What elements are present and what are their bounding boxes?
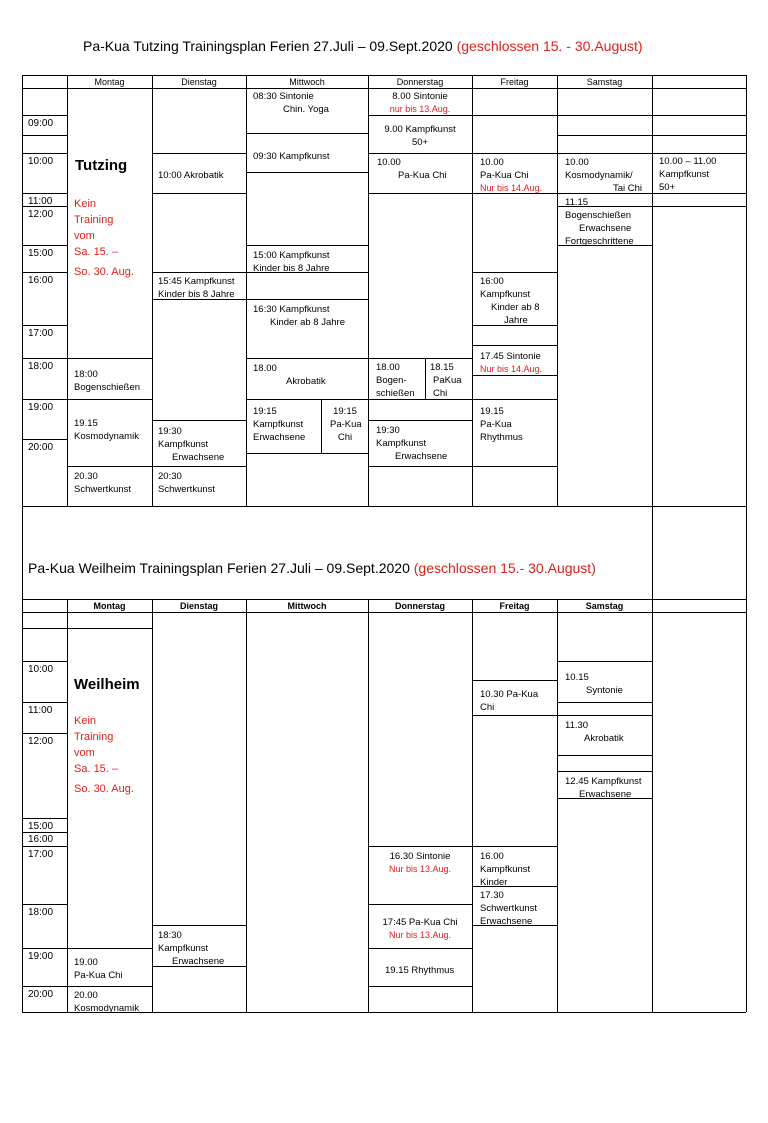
tutzing-entry: 19:30 Kampfkunst Erwachsene (376, 425, 448, 462)
tutzing-entry: 09:30 Kampfkunst (253, 151, 330, 162)
tutzing-entry: 15:00 Kampfkunst Kinder bis 8 Jahre (253, 250, 330, 274)
weilheim-header-freitag: Freitag (499, 601, 530, 611)
tutzing-entry: 08:30 Sintonie Chin. Yoga (253, 91, 329, 115)
tutzing-header-donnerstag: Donnerstag (396, 77, 444, 87)
tutzing-entry: 10:00 Akrobatik (158, 170, 224, 181)
tutzing-entry: 8.00 Sintonie nur bis 13.Aug. (389, 91, 451, 114)
section-divider-right (746, 506, 747, 599)
weilheim-time: 11:00 (28, 705, 53, 716)
tutzing-entry: 20:30 Schwertkunst (158, 471, 216, 495)
tutzing-entry: 18.00 Bogen- schießen (376, 362, 415, 399)
weilheim-title-text: Pa-Kua Weilheim Trainingsplan Ferien 27.Juli – 09.Sept.2020 (28, 560, 410, 576)
weilheim-time: 19:00 (28, 951, 54, 962)
weilheim-entry: 16.00 Kampfkunst Kinder (480, 851, 531, 888)
tutzing-entry: 15:45 Kampfkunst Kinder bis 8 Jahre (158, 276, 235, 300)
weilheim-entry: 17:45 Pa-Kua Chi Nur bis 13.Aug. (382, 917, 458, 940)
tutzing-entry: 10.00 Pa-Kua Chi Nur bis 14.Aug. (480, 157, 543, 193)
weilheim-closed-note: (geschlossen 15.- 30.August) (413, 560, 596, 576)
weilheim-entry: 10.30 Pa-Kua Chi (480, 689, 539, 713)
tutzing-entry: 19.15 Kosmodynamik (74, 418, 139, 442)
weilheim-header-donnerstag: Donnerstag (394, 601, 445, 611)
tutzing-closed-note: (geschlossen 15. - 30.August) (456, 38, 643, 54)
tutzing-entry: 16:00 Kampfkunst Kinder ab 8 Jahre (480, 276, 540, 326)
tutzing-entry: 10.00 Pa-Kua Chi (377, 157, 447, 181)
weilheim-entry: 19.15 Rhythmus (385, 965, 455, 976)
weilheim-closed-notice: Kein Training vom Sa. 15. – So. 30. Aug. (74, 715, 134, 795)
section-divider-inner (652, 506, 653, 599)
tutzing-time: 18:00 (28, 361, 54, 372)
tutzing-entry: 17.45 Sintonie Nur bis 14.Aug. (480, 351, 543, 374)
weilheim-entry: 10.15 Syntonie (565, 672, 623, 696)
weilheim-time: 18:00 (28, 907, 54, 918)
tutzing-entry: 9.00 Kampfkunst 50+ (384, 124, 456, 148)
tutzing-entry: 20.30 Schwertkunst (74, 471, 132, 495)
tutzing-time: 12:00 (28, 209, 54, 220)
weilheim-entry: 16.30 Sintonie Nur bis 13.Aug. (388, 851, 452, 874)
tutzing-title-text: Pa-Kua Tutzing Trainingsplan Ferien 27.Juli – 09.Sept.2020 (83, 38, 453, 54)
tutzing-header-montag: Montag (94, 77, 125, 87)
weilheim-entry: 17.30 Schwertkunst Erwachsene (480, 890, 538, 927)
weilheim-entry: 19.00 Pa-Kua Chi (74, 957, 123, 981)
tutzing-entry: 10.00 Kosmodynamik/ Tai Chi (565, 157, 643, 194)
weilheim-entry: 11.30 Akrobatik (565, 720, 624, 744)
weilheim-entry: 20.00 Kosmodynamik (74, 990, 139, 1014)
tutzing-entry: 19:15 Pa-Kua Chi (330, 406, 362, 443)
tutzing-entry: 18:00 Bogenschießen (74, 369, 141, 393)
weilheim-time: 20:00 (28, 989, 54, 1000)
tutzing-time: 19:00 (28, 402, 54, 413)
tutzing-entry: 19.15 Pa-Kua Rhythmus (480, 406, 523, 443)
tutzing-time: 10:00 (28, 156, 54, 167)
weilheim-header-dienstag: Dienstag (179, 601, 218, 611)
weilheim-time: 10:00 (28, 664, 54, 675)
tutzing-entry: 18.15 PaKua Chi (430, 362, 462, 399)
tutzing-time: 20:00 (28, 442, 54, 453)
weilheim-time: 15:00 (28, 821, 54, 832)
tutzing-header-freitag: Freitag (500, 77, 529, 87)
tutzing-time: 09:00 (28, 118, 54, 129)
weilheim-header-samstag: Samstag (585, 601, 624, 611)
weilheim-title (28, 560, 596, 576)
tutzing-time: 17:00 (28, 328, 54, 339)
tutzing-entry: 10.00 – 11.00 Kampfkunst 50+ (659, 156, 717, 193)
tutzing-time: 16:00 (28, 275, 54, 286)
tutzing-entry: 18.00 Akrobatik (253, 363, 326, 387)
tutzing-closed-notice: Kein Training vom Sa. 15. – So. 30. Aug. (74, 198, 134, 278)
tutzing-location-label: Tutzing (75, 157, 128, 174)
tutzing-header-mittwoch: Mittwoch (289, 77, 325, 87)
weilheim-time: 17:00 (28, 849, 54, 860)
section-divider-left (22, 506, 23, 599)
weilheim-header-mittwoch: Mittwoch (287, 601, 327, 611)
tutzing-time: 11:00 (28, 196, 53, 207)
tutzing-entry: 11.15 Bogenschießen Erwachsene Fortgeschrittene (565, 197, 634, 247)
weilheim-location-label: Weilheim (74, 676, 140, 693)
weilheim-time: 16:00 (28, 834, 54, 845)
weilheim-time: 12:00 (28, 736, 54, 747)
tutzing-entry: 19:15 Kampfkunst Erwachsene (253, 406, 306, 443)
tutzing-title (83, 38, 643, 54)
tutzing-header-dienstag: Dienstag (181, 77, 217, 87)
tutzing-time: 15:00 (28, 248, 54, 259)
tutzing-entry: 19:30 Kampfkunst Erwachsene (158, 426, 225, 463)
weilheim-header-montag: Montag (93, 601, 126, 611)
tutzing-entry: 16:30 Kampfkunst Kinder ab 8 Jahre (253, 304, 345, 328)
tutzing-header-samstag: Samstag (586, 77, 623, 87)
weilheim-entry: 18:30 Kampfkunst Erwachsene (158, 930, 225, 967)
weilheim-entry: 12.45 Kampfkunst Erwachsene (565, 776, 642, 800)
